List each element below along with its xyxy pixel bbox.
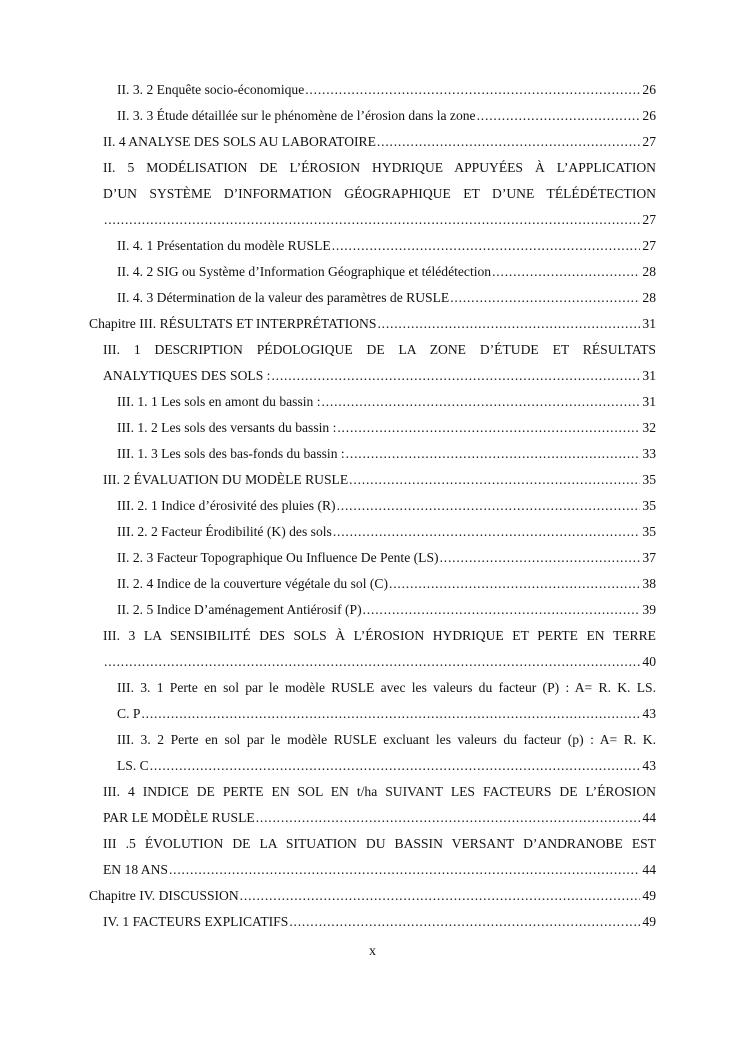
toc-entry[interactable] (103, 207, 656, 233)
dot-leader (141, 701, 640, 727)
toc-chapter-entry[interactable] (89, 883, 656, 909)
toc-entry[interactable] (117, 77, 656, 103)
dot-leader (150, 753, 641, 779)
toc-entry-line[interactable]: III. 3 LA SENSIBILITÉ DES SOLS À L’ÉROSION HYDRIQUE ET PERTE EN TERRE (103, 628, 656, 643)
toc-entry-page: 32 (642, 420, 656, 435)
toc-entry-line[interactable]: III. 4 INDICE DE PERTE EN SOL EN t/ha SUIVANT LES FACTEURS DE L’ÉROSION (103, 784, 656, 799)
dot-leader (377, 311, 640, 337)
toc-entry-page: 43 (642, 758, 656, 773)
toc-entry-line[interactable]: III .5 ÉVOLUTION DE LA SITUATION DU BASSIN VERSANT D’ANDRANOBE EST (103, 836, 656, 851)
toc-entry-page: 38 (642, 576, 656, 591)
toc-entry[interactable] (103, 909, 656, 935)
toc-entry-title: EN 18 ANS (103, 862, 168, 877)
toc-entry-title: IV. 1 FACTEURS EXPLICATIFS (103, 914, 289, 929)
toc-entry-title: III. 1. 1 Les sols en amont du bassin : (117, 394, 321, 409)
toc-entry-page: 49 (642, 914, 656, 929)
toc-entry-title: II. 4. 3 Détermination de la valeur des paramètres de RUSLE (117, 290, 450, 305)
dot-leader (440, 545, 641, 571)
toc-entry[interactable] (117, 103, 656, 129)
toc-entry-title: III. 1. 2 Les sols des versants du bassin : (117, 420, 337, 435)
toc-entry[interactable] (117, 545, 656, 571)
toc-entry[interactable] (117, 233, 656, 259)
toc-entry-title: II. 3. 2 Enquête socio-économique (117, 82, 305, 97)
toc-entry-title: III. 2. 1 Indice d’érosivité des pluies (R) (117, 498, 336, 513)
toc-entry-line[interactable]: III. 3. 1 Perte en sol par le modèle RUSLE avec les valeurs du facteur (P) : A= R. K. LS. (117, 680, 656, 695)
toc-entry-page: 27 (642, 238, 656, 253)
toc-entry-page: 27 (642, 212, 656, 227)
dot-leader (492, 259, 640, 285)
toc-entry-title: II. 2. 4 Indice de la couverture végétale du sol (C) (117, 576, 389, 591)
toc-entry-page: 28 (642, 264, 656, 279)
toc-entry-title: II. 2. 5 Indice D’aménagement Antiérosif (P) (117, 602, 362, 617)
toc-entry-title: Chapitre IV. DISCUSSION (89, 888, 239, 903)
toc-entry[interactable] (103, 467, 656, 493)
toc-entry-title: LS. C (117, 758, 149, 773)
toc-entry-line[interactable]: III. 1 DESCRIPTION PÉDOLOGIQUE DE LA ZONE D’ÉTUDE ET RÉSULTATS (103, 342, 656, 357)
toc-entry-title: II. 4. 1 Présentation du modèle RUSLE (117, 238, 331, 253)
toc-entry-line[interactable]: II. 5 MODÉLISATION DE L’ÉROSION HYDRIQUE APPUYÉES À L’APPLICATION (103, 160, 656, 175)
dot-leader (377, 129, 640, 155)
toc-entry-page: 27 (642, 134, 656, 149)
dot-leader (389, 571, 640, 597)
toc-entry-title: Chapitre III. RÉSULTATS ET INTERPRÉTATIONS (89, 316, 377, 331)
page-number: x (369, 944, 376, 959)
toc-entry-line[interactable]: D’UN SYSTÈME D’INFORMATION GÉOGRAPHIQUE ET D’UNE TÉLÉDÉTECTION (103, 186, 656, 201)
toc-entry-page: 33 (642, 446, 656, 461)
toc-entry[interactable] (117, 389, 656, 415)
toc-entry-title: III. 2 ÉVALUATION DU MODÈLE RUSLE (103, 472, 349, 487)
toc-entry-page: 43 (642, 706, 656, 721)
dot-leader (337, 493, 641, 519)
toc-entry[interactable] (117, 519, 656, 545)
dot-leader (322, 389, 641, 415)
toc-entry[interactable] (117, 441, 656, 467)
dot-leader (104, 649, 640, 675)
toc-entry-title: PAR LE MODÈLE RUSLE (103, 810, 255, 825)
toc-entry[interactable] (117, 493, 656, 519)
toc-entry-title: ANALYTIQUES DES SOLS : (103, 368, 271, 383)
toc-entry-title: II. 4. 2 SIG ou Système d’Information Géographique et télédétection (117, 264, 492, 279)
toc-entry-page: 35 (642, 524, 656, 539)
toc-entry-page: 31 (642, 394, 656, 409)
toc-chapter-entry[interactable] (89, 311, 656, 337)
dot-leader (363, 597, 641, 623)
toc-entry-line[interactable]: III. 3. 2 Perte en sol par le modèle RUSLE excluant les valeurs du facteur (p) : A= R. K. (117, 732, 656, 747)
dot-leader (477, 103, 641, 129)
toc-entry-page: 39 (642, 602, 656, 617)
toc-entry-page: 37 (642, 550, 656, 565)
toc-entry[interactable] (103, 805, 656, 831)
toc-entry-title: C. P (117, 706, 141, 721)
toc-entry[interactable] (103, 363, 656, 389)
toc-entry-page: 40 (642, 654, 656, 669)
toc-entry-page: 35 (642, 472, 656, 487)
toc-entry-page: 44 (642, 862, 656, 877)
dot-leader (240, 883, 641, 909)
toc-entry-page: 31 (642, 316, 656, 331)
dot-leader (104, 207, 640, 233)
toc-entry[interactable] (117, 753, 656, 779)
dot-leader (289, 909, 640, 935)
dot-leader (256, 805, 641, 831)
dot-leader (332, 233, 641, 259)
toc-entry-title: III. 1. 3 Les sols des bas-fonds du bassin : (117, 446, 345, 461)
toc-entry[interactable] (117, 701, 656, 727)
toc-entry[interactable] (117, 571, 656, 597)
dot-leader (450, 285, 640, 311)
toc-entry[interactable] (117, 415, 656, 441)
toc-entry[interactable] (103, 129, 656, 155)
toc-entry[interactable] (117, 597, 656, 623)
toc-entry-page: 26 (642, 82, 656, 97)
toc-entry[interactable] (103, 649, 656, 675)
toc-entry-page: 28 (642, 290, 656, 305)
toc-entry-page: 35 (642, 498, 656, 513)
dot-leader (349, 467, 640, 493)
toc-entry-title: II. 3. 3 Étude détaillée sur le phénomène de l’érosion dans la zone (117, 108, 476, 123)
dot-leader (337, 415, 640, 441)
toc-entry-page: 44 (642, 810, 656, 825)
dot-leader (169, 857, 640, 883)
toc-entry[interactable] (103, 857, 656, 883)
toc-entry-page: 26 (642, 108, 656, 123)
toc-entry-title: III. 2. 2 Facteur Érodibilité (K) des sols (117, 524, 332, 539)
toc-entry[interactable] (117, 259, 656, 285)
toc-entry-title: II. 2. 3 Facteur Topographique Ou Influence De Pente (LS) (117, 550, 439, 565)
toc-entry[interactable] (117, 285, 656, 311)
toc-entry-title: II. 4 ANALYSE DES SOLS AU LABORATOIRE (103, 134, 376, 149)
dot-leader (271, 363, 640, 389)
dot-leader (346, 441, 641, 467)
dot-leader (305, 77, 640, 103)
dot-leader (333, 519, 641, 545)
toc-entry-page: 49 (642, 888, 656, 903)
toc-entry-page: 31 (642, 368, 656, 383)
